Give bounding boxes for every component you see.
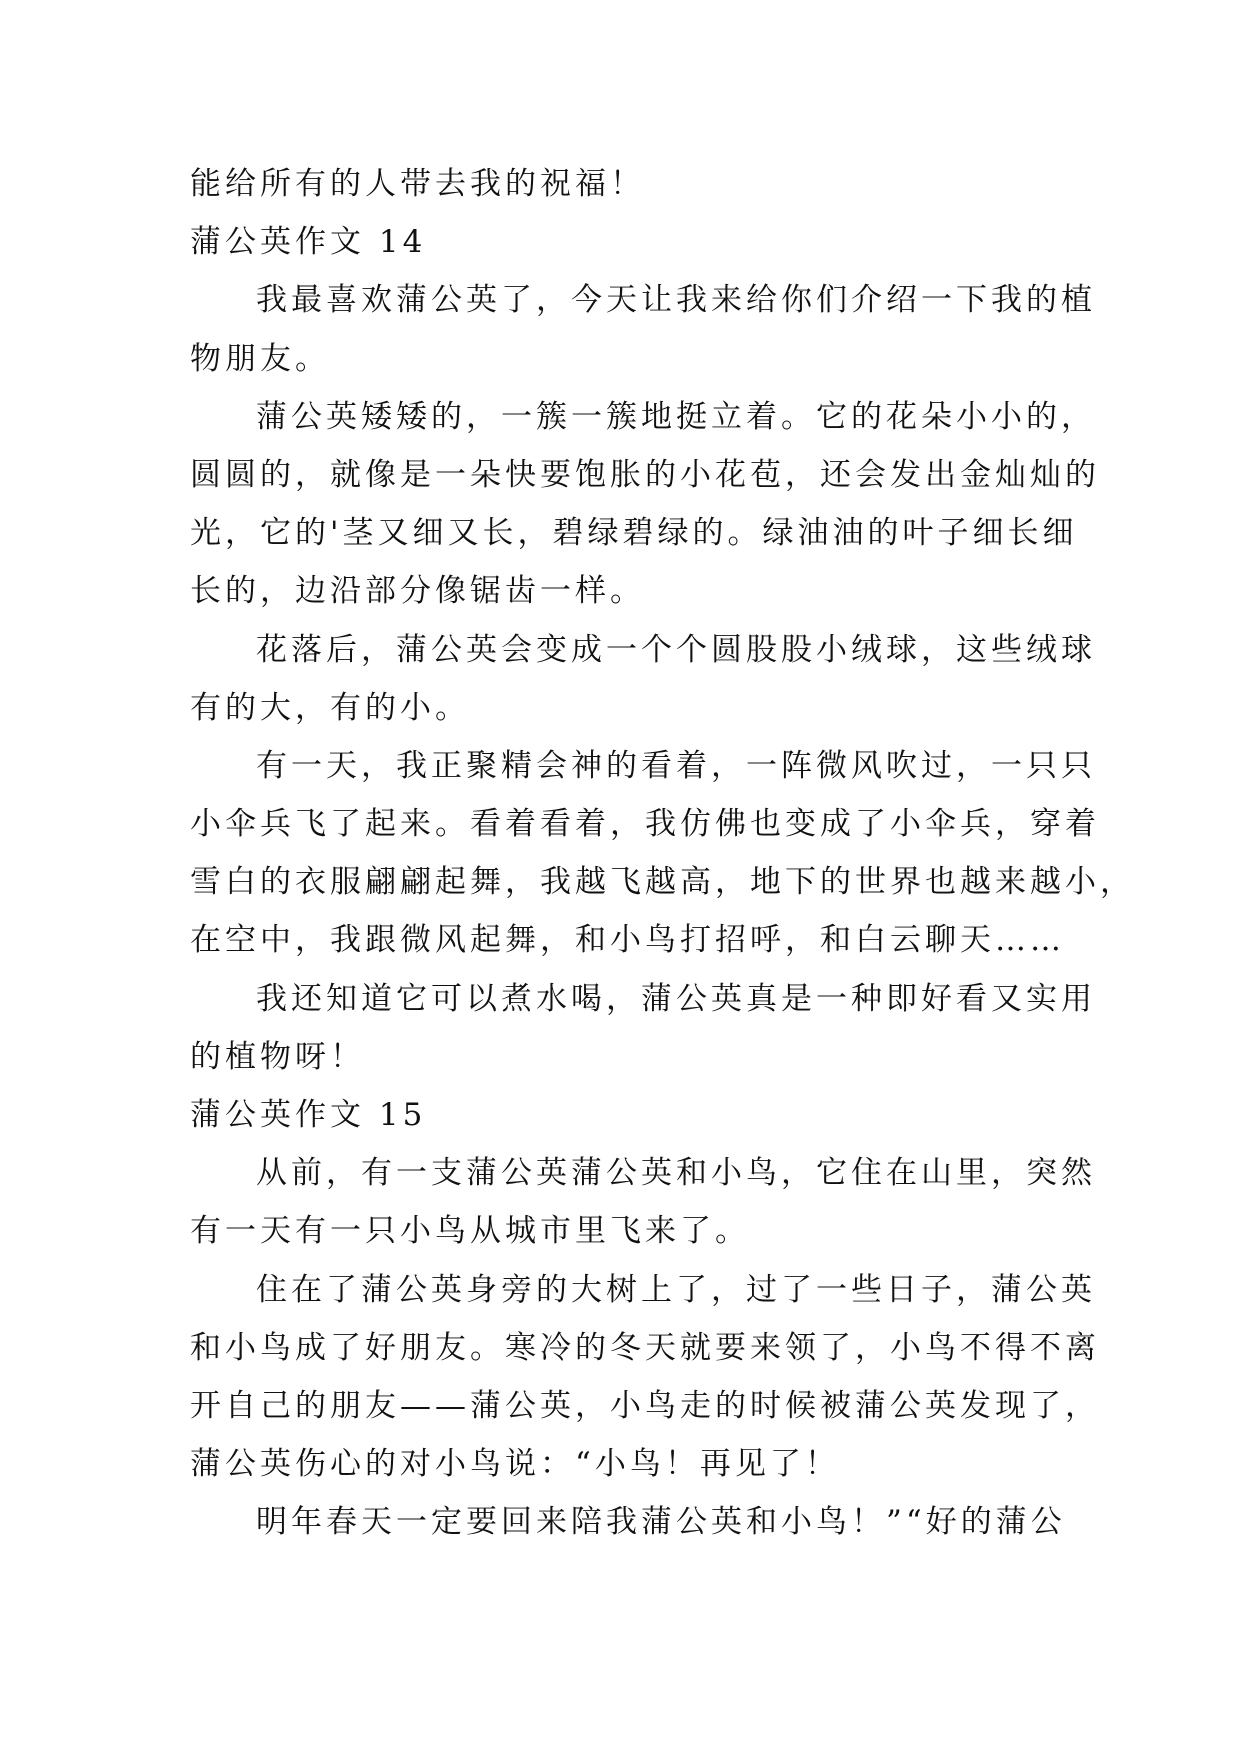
text-line: 小伞兵飞了起来。看着看着，我仿佛也变成了小伞兵，穿着 — [190, 806, 1100, 843]
text-line: 蒲公英伤心的对小鸟说：“小鸟！再见了！ — [190, 1446, 840, 1483]
text-line: 开自己的朋友——蒲公英，小鸟走的时候被蒲公英发现了， — [190, 1387, 1100, 1424]
text-line: 长的，边沿部分像锯齿一样。 — [190, 573, 645, 610]
text-line: 的植物呀！ — [190, 1038, 365, 1075]
text-line: 能给所有的人带去我的祝福！ — [190, 166, 645, 202]
text-line: 我最喜欢蒲公英了，今天让我来给你们介绍一下我的植 — [256, 282, 1096, 319]
text-line: 明年春天一定要回来陪我蒲公英和小鸟！”“好的蒲公 — [256, 1504, 1066, 1541]
text-line: 有的大，有的小。 — [190, 689, 470, 726]
text-line: 光，它的'茎又细又长，碧绿碧绿的。绿油油的叶子细长细 — [190, 515, 1078, 552]
text-line: 有一天，我正聚精会神的看着，一阵微风吹过，一只只 — [256, 747, 1096, 784]
text-line: 从前，有一支蒲公英蒲公英和小鸟，它住在山里，突然 — [256, 1155, 1096, 1192]
text-line: 雪白的衣服翩翩起舞，我越飞越高，地下的世界也越来越小， — [190, 864, 1135, 901]
text-line: 圆圆的，就像是一朵快要饱胀的小花苞，还会发出金灿灿的 — [190, 456, 1100, 493]
document-body — [190, 155, 1135, 1552]
section-heading: 蒲公英作文 15 — [190, 1097, 427, 1133]
text-line: 在空中，我跟微风起舞，和小鸟打招呼，和白云聊天…… — [190, 922, 1065, 959]
section-heading: 蒲公英作文 14 — [190, 224, 427, 261]
text-line: 物朋友。 — [190, 340, 330, 377]
text-line: 蒲公英矮矮的，一簇一簇地挺立着。它的花朵小小的， — [256, 398, 1096, 435]
text-line: 我还知道它可以煮水喝，蒲公英真是一种即好看又实用 — [256, 980, 1096, 1017]
text-line: 和小鸟成了好朋友。寒冷的冬天就要来领了，小鸟不得不离 — [190, 1329, 1100, 1366]
text-line: 花落后，蒲公英会变成一个个圆股股小绒球，这些绒球 — [256, 631, 1096, 668]
text-line: 住在了蒲公英身旁的大树上了，过了一些日子，蒲公英 — [256, 1271, 1096, 1308]
text-line: 有一天有一只小鸟从城市里飞来了。 — [190, 1213, 750, 1250]
